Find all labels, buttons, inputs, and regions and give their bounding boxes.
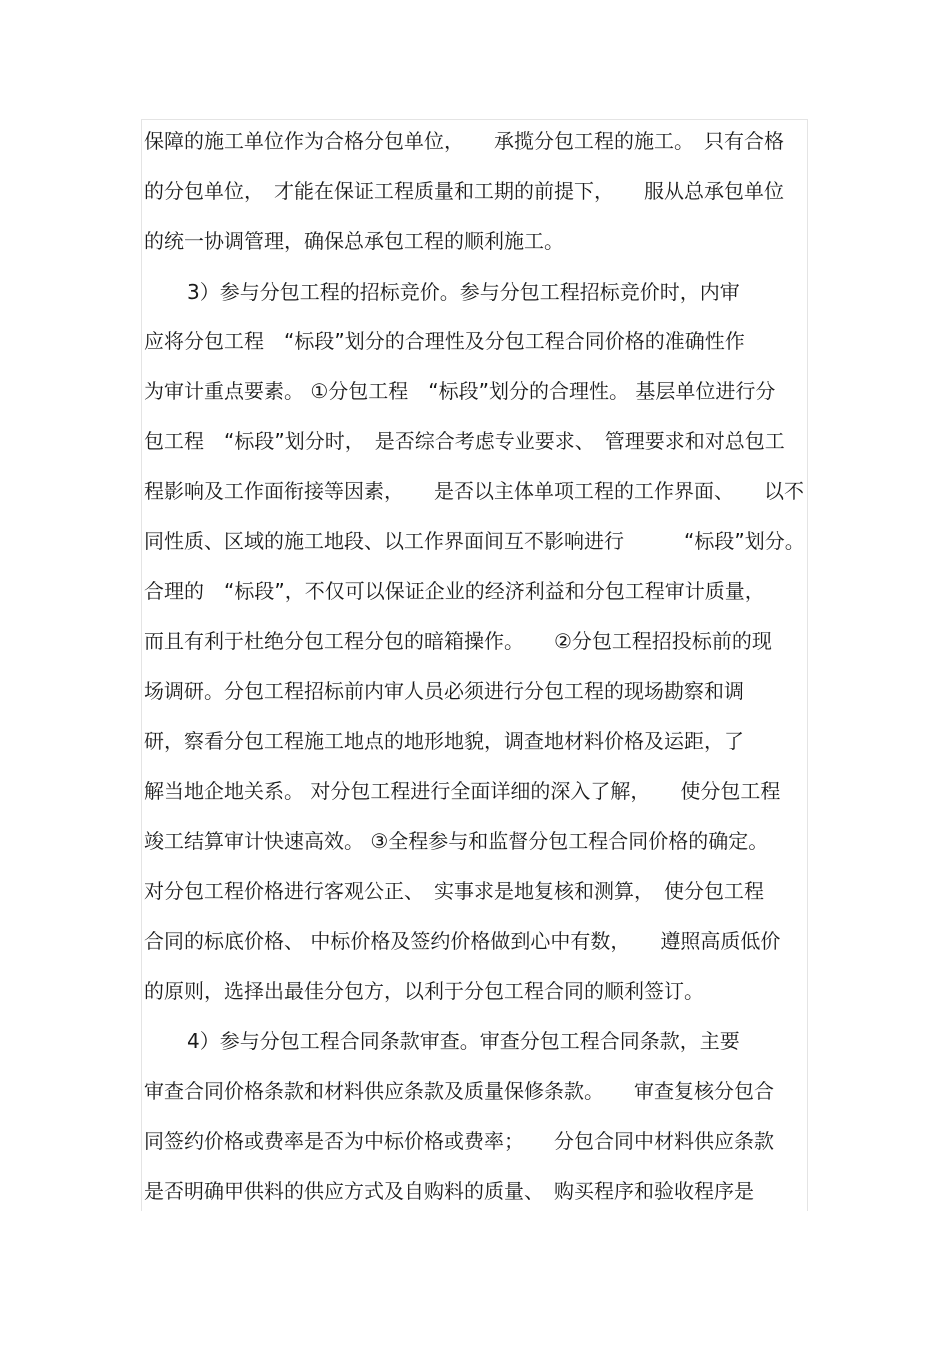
page-frame-right [807, 119, 808, 1211]
paragraph-start-line: 4）参与分包工程合同条款审查。审查分包工程合同条款，主要 [187, 1029, 740, 1053]
text-line: 研，察看分包工程施工地点的地形地貌，调查地材料价格及运距，了 [144, 729, 744, 753]
page-frame-left [141, 119, 142, 1211]
text-line: 同性质、区域的施工地段、以工作界面间互不影响进行 “标段”划分。 [144, 529, 805, 553]
text-line: 的分包单位， 才能在保证工程质量和工期的前提下， 服从总承包单位 [144, 179, 784, 203]
text-line: 解当地企地关系。 对分包工程进行全面详细的深入了解， 使分包工程 [144, 779, 781, 803]
text-line: 应将分包工程 “标段”划分的合理性及分包工程合同价格的准确性作 [144, 329, 745, 353]
text-line: 为审计重点要素。 ①分包工程 “标段”划分的合理性。 基层单位进行分 [144, 379, 776, 403]
text-line: 是否明确甲供料的供应方式及自购料的质量、 购买程序和验收程序是 [144, 1179, 754, 1203]
text-line: 保障的施工单位作为合格分包单位， 承揽分包工程的施工。 只有合格 [144, 129, 784, 153]
text-line: 的统一协调管理，确保总承包工程的顺利施工。 [144, 229, 564, 253]
page-frame-top [141, 119, 808, 120]
text-line: 合理的 “标段”，不仅可以保证企业的经济利益和分包工程审计质量， [144, 579, 765, 603]
text-line: 合同的标底价格、 中标价格及签约价格做到心中有数， 遵照高质低价 [144, 929, 781, 953]
text-line: 而且有利于杜绝分包工程分包的暗箱操作。 ②分包工程招投标前的现 [144, 629, 772, 653]
text-line: 的原则，选择出最佳分包方，以利于分包工程合同的顺利签订。 [144, 979, 704, 1003]
text-line: 对分包工程价格进行客观公正、 实事求是地复核和测算， 使分包工程 [144, 879, 764, 903]
text-line: 审查合同价格条款和材料供应条款及质量保修条款。 审查复核分包合 [144, 1079, 774, 1103]
text-line: 程影响及工作面衔接等因素， 是否以主体单项工程的工作界面、 以不 [144, 479, 804, 503]
text-line: 场调研。分包工程招标前内审人员必须进行分包工程的现场勘察和调 [144, 679, 744, 703]
paragraph-start-line: 3）参与分包工程的招标竞价。参与分包工程招标竞价时，内审 [187, 280, 740, 304]
text-line: 同签约价格或费率是否为中标价格或费率； 分包合同中材料供应条款 [144, 1129, 774, 1153]
text-line: 竣工结算审计快速高效。 ③全程参与和监督分包工程合同价格的确定。 [144, 829, 769, 853]
text-line: 包工程 “标段”划分时， 是否综合考虑专业要求、 管理要求和对总包工 [144, 429, 785, 453]
